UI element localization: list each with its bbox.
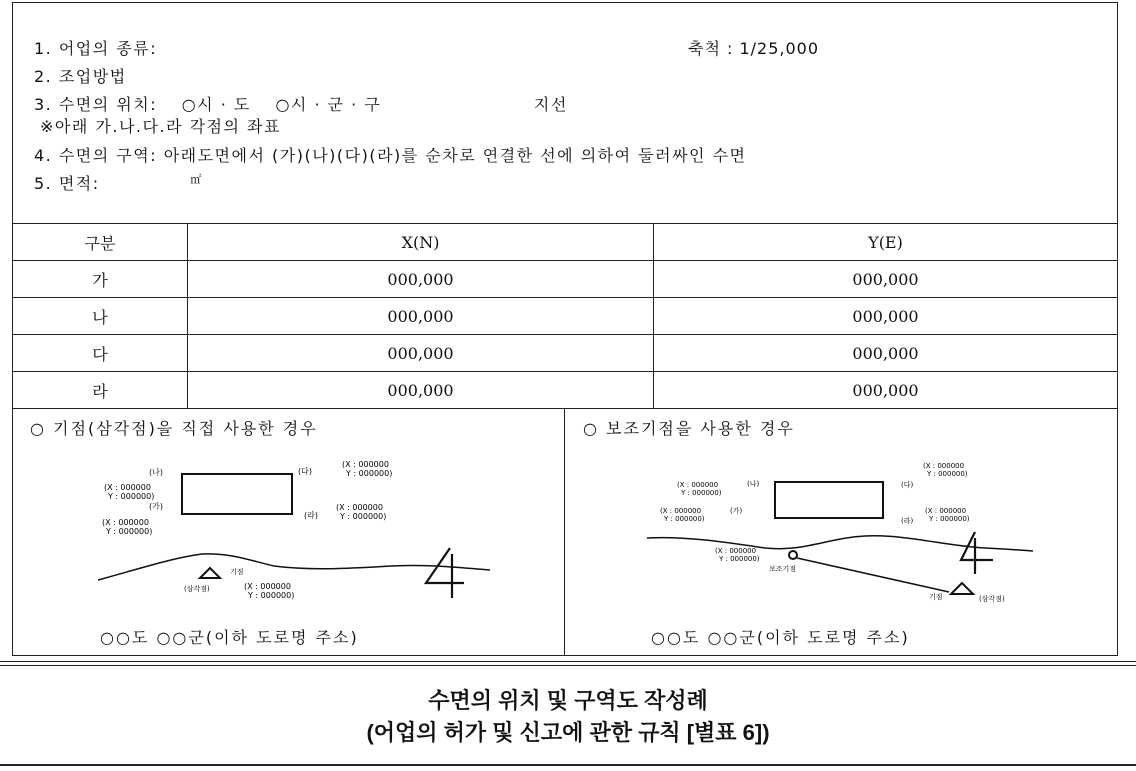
divider-top-2 [0,665,1136,666]
coord-x: (X : 000000 [925,507,967,515]
coord-x: (X : 000000 [244,582,291,591]
item-operation-method: 2. 조업방법 [34,67,127,86]
label-ga: (가) [149,502,163,511]
table-row [13,298,1118,335]
row-y: 000,000 [654,298,1118,335]
jiseon-field: 지선 [533,95,568,114]
caption-title: 수면의 위치 및 구역도 작성례 [428,688,708,713]
divider-bottom [0,764,1136,766]
item-fishery-type: 1. 어업의 종류: [34,39,158,58]
coord-x: (X : 000000 [923,462,965,470]
coord-x: (X : 000000 [104,483,151,492]
north-arrow-icon [426,548,464,598]
label-gijeom: 기점 [929,593,943,601]
area-rect [775,482,883,518]
label-ra: (라) [304,511,318,520]
label-samgak: (삼각점) [184,585,210,593]
map-left [12,408,565,618]
row-y: 000,000 [654,335,1118,372]
label-da: (다) [298,467,312,476]
caption-subtitle: (어업의 허가 및 신고에 관한 규칙 [별표 6]) [366,720,770,745]
item-water-area: 4. 수면의 구역: 아래도면에서 (가)(나)(다)(라)를 순차로 연결한 선에 의하여 둘러싸인 수면 [34,146,747,165]
row-label: 가 [13,261,188,298]
row-x: 000,000 [188,298,654,335]
label-na: (나) [747,480,760,488]
label-gijeom: 기점 [230,568,244,576]
item-area-size [34,171,203,194]
area-rect [182,474,292,514]
table-header-row [13,224,1118,261]
sigungu-field: ○시 · 군 · 구 [275,95,382,114]
coord-y: Y : 000000) [106,527,153,536]
coord-x: (X : 000000 [102,518,149,527]
label-bojo: 보조기점 [769,565,797,573]
label-da: (다) [901,481,914,489]
label-na: (나) [149,468,163,477]
scale-label: 축척 : 1/25,000 [688,39,820,58]
sido-field: ○시 · 도 [181,95,251,114]
row-x: 000,000 [188,335,654,372]
coord-y: Y : 000000) [927,470,968,478]
label-ga: (가) [730,507,743,515]
coord-y: Y : 000000) [719,555,760,563]
auxiliary-point-icon [789,551,797,559]
coord-x: (X : 000000 [715,547,757,555]
header-division: 구분 [13,224,188,261]
triangulation-point-icon [200,568,220,578]
coord-y: Y : 000000) [340,512,387,521]
coord-y: Y : 000000) [108,492,155,501]
table-row [13,335,1118,372]
header-x: X(N) [188,224,654,261]
divider-top [0,661,1136,662]
table-row [13,261,1118,298]
coord-y: Y : 000000) [929,515,970,523]
label-samgak: (삼각점) [979,595,1005,603]
row-y: 000,000 [654,261,1118,298]
coord-y: Y : 000000) [664,515,705,523]
coord-x: (X : 000000 [336,503,383,512]
row-label: 나 [13,298,188,335]
panel-direct-basepoint [12,408,565,656]
panel-left-caption: ○○도 ○○군(이하 도로명 주소) [100,628,359,647]
panel-left-title: ○ 기점(삼각점)을 직접 사용한 경우 [30,419,318,438]
coord-y: Y : 000000) [346,469,393,478]
panel-right-title: ○ 보조기점을 사용한 경우 [583,419,795,438]
table-row [13,372,1118,409]
map-right [565,408,1118,618]
row-label: 다 [13,335,188,372]
coordinate-note: ※아래 가.나.다.라 각점의 좌표 [40,117,281,136]
item-water-location-label: 3. 수면의 위치: [34,95,158,114]
row-x: 000,000 [188,261,654,298]
coord-x: (X : 000000 [342,460,389,469]
panel-right-caption: ○○도 ○○군(이하 도로명 주소) [651,628,910,647]
item-area-label: 5. 면적: [34,174,100,193]
row-label: 라 [13,372,188,409]
connection-line [797,558,949,592]
coord-x: (X : 000000 [677,481,719,489]
header-y: Y(E) [654,224,1118,261]
panel-auxiliary-basepoint [565,408,1118,656]
coord-x: (X : 000000 [660,507,702,515]
label-ra: (라) [901,517,914,525]
item-water-location [34,92,568,115]
row-y: 000,000 [654,372,1118,409]
coord-y: Y : 000000) [681,489,722,497]
coordinate-table [12,223,1118,409]
row-x: 000,000 [188,372,654,409]
area-unit: ㎡ [190,173,203,186]
coord-y: Y : 000000) [248,591,295,600]
triangulation-point-icon [951,583,973,594]
north-arrow-icon [961,532,993,574]
